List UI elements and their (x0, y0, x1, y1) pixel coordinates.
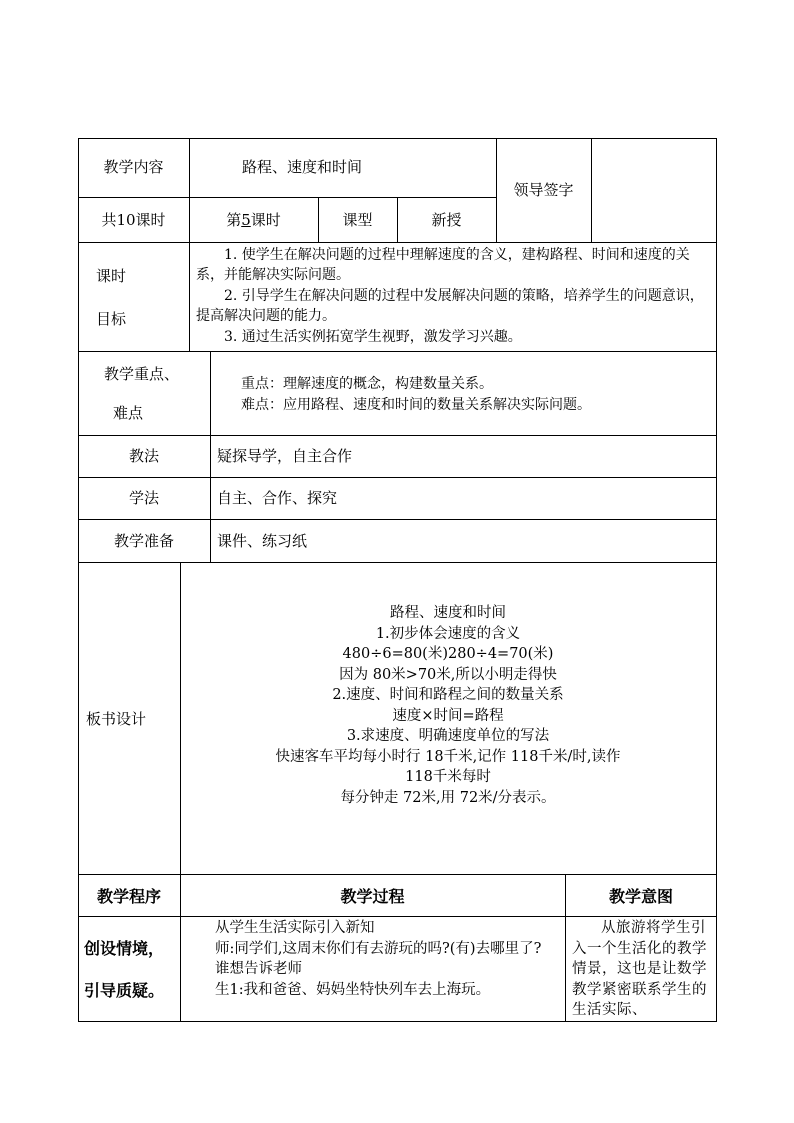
goals-label-line1: 课时 (96, 267, 127, 285)
key-focus: 重点：理解速度的概念，构建数量关系。 (241, 376, 493, 392)
divider (210, 351, 211, 563)
divider (78, 874, 717, 875)
board-line: 每分钟走 72米,用 72米/分表示。 (340, 789, 556, 806)
stage-label-line2: 引导质疑。 (84, 981, 165, 1000)
divider (78, 197, 496, 198)
process-line: 师:同学们,这周末你们有去游玩的吗?(有)去哪里了? (215, 940, 542, 957)
process-col-procedure: 教学程序 (96, 887, 161, 906)
goal-item-2: 2. 引导学生在解决问题的过程中发展解决问题的策略，培养学生的问题意识，提高解决问题的能力。 (196, 288, 704, 324)
board-line: 2.速度、时间和路程之间的数量关系 (332, 687, 564, 703)
learning-value: 自主、合作、探究 (217, 489, 338, 507)
process-intent: 从旅游将学生引入一个生活化的教学情景，这也是让数学教学紧密联系学生的生活实际、 (572, 920, 707, 1018)
divider (78, 477, 717, 478)
lesson-type-value: 新授 (431, 211, 462, 229)
divider (78, 351, 717, 352)
method-label: 教法 (128, 447, 159, 465)
board-line: 速度×时间=路程 (392, 707, 504, 724)
goals-label-line2: 目标 (96, 310, 127, 328)
prep-value: 课件、练习纸 (217, 532, 308, 550)
lesson-type-label: 课型 (342, 211, 373, 229)
key-difficulty: 难点：应用路程、速度和时间的数量关系解决实际问题。 (241, 397, 591, 413)
board-line: 路程、速度和时间 (390, 605, 506, 621)
board-line: 快速客车平均每小时行 18千米,记作 118千米/时,读作 (275, 748, 621, 765)
board-content (180, 603, 716, 808)
process-line: 从学生生活实际引入新知 (215, 920, 375, 936)
key-points-label-line1: 教学重点、 (104, 365, 180, 383)
key-points-label-line2: 难点 (113, 404, 144, 422)
board-line: 1.初步体会速度的含义 (375, 625, 521, 642)
process-col-process: 教学过程 (340, 887, 405, 906)
process-body (186, 918, 560, 1020)
lesson-topic: 路程、速度和时间 (241, 158, 362, 176)
method-value: 疑探导学，自主合作 (217, 447, 353, 465)
goal-item-3: 3. 通过生活实例拓宽学生视野，激发学习兴趣。 (224, 329, 522, 345)
board-line: 118千米每时 (405, 769, 491, 785)
divider (78, 916, 717, 917)
lesson-prefix: 第 (226, 211, 242, 229)
board-line: 因为 80米>70米,所以小明走得快 (339, 666, 557, 683)
process-col-intent: 教学意图 (608, 887, 673, 906)
lesson-suffix: 课时 (250, 211, 281, 229)
process-line: 谁想告诉老师 (215, 961, 302, 977)
divider (78, 435, 717, 436)
leader-signature-field[interactable] (592, 139, 716, 241)
leader-sign-label: 领导签字 (513, 181, 574, 199)
content-label: 教学内容 (103, 158, 164, 176)
process-line: 生1:我和爸爸、妈妈坐特快列车去上海玩。 (215, 981, 491, 998)
board-line: 480÷6=80(米)280÷4=70(米) (342, 646, 554, 662)
lesson-number-value: 5 (241, 211, 251, 229)
stage-label-line1: 创设情境， (84, 939, 165, 958)
divider (78, 519, 717, 520)
goal-item-1: 1. 使学生在解决问题的过程中理解速度的含义，建构路程、时间和速度的关系，并能解决实际问题。 (196, 247, 690, 283)
learning-label: 学法 (128, 489, 159, 507)
total-lessons: 共10课时 (101, 211, 166, 229)
board-line: 3.求速度、明确速度单位的写法 (346, 728, 550, 744)
prep-label: 教学准备 (113, 532, 174, 550)
divider (78, 242, 717, 243)
board-label: 板书设计 (86, 710, 147, 728)
lesson-number (189, 210, 318, 230)
